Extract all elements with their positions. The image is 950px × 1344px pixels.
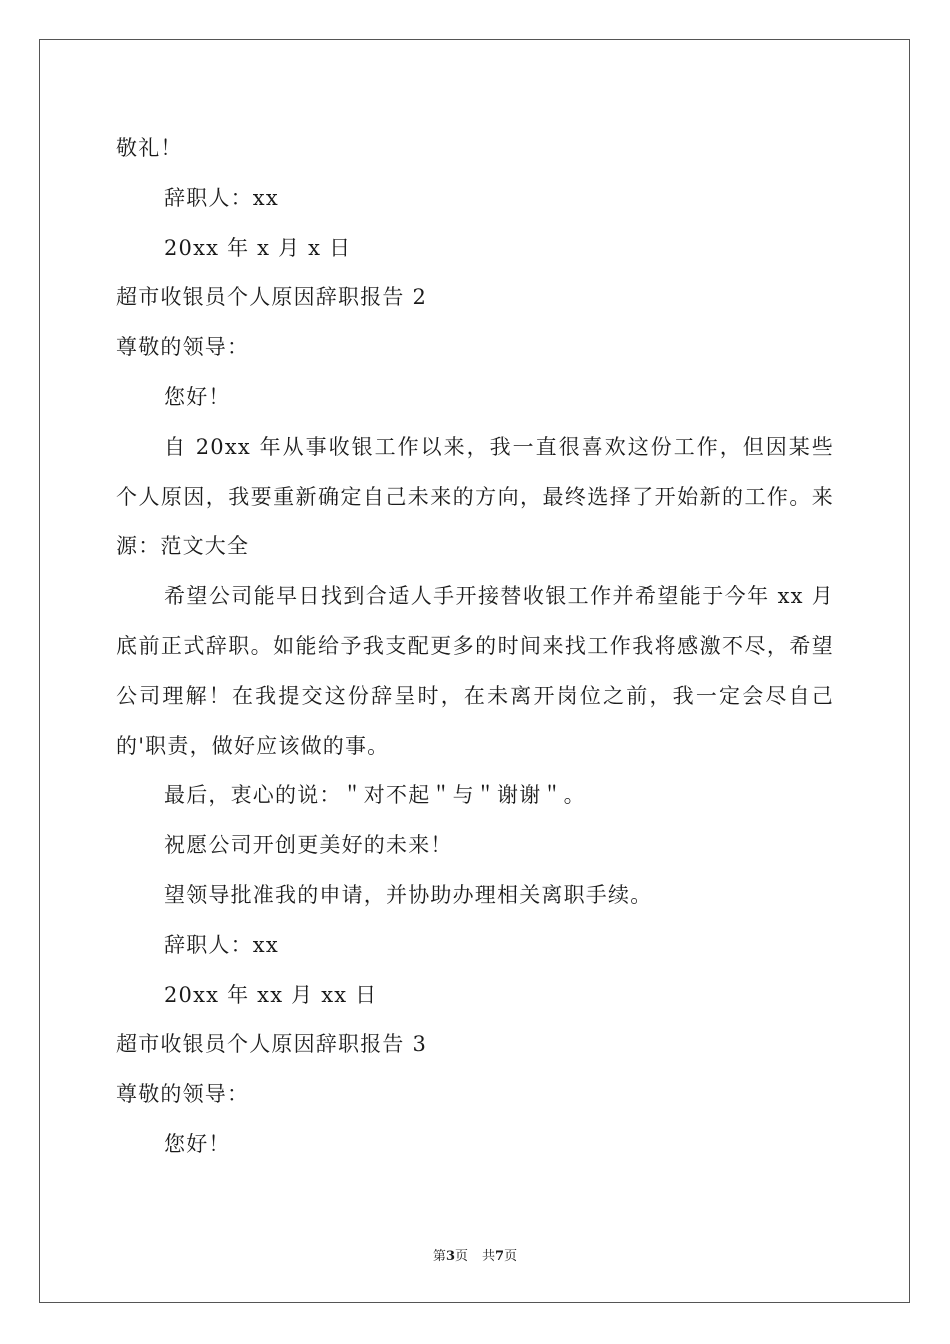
- salutation-line: 尊敬的领导：: [116, 335, 250, 360]
- total-pages: 7: [495, 1249, 505, 1264]
- signer-line: 辞职人：xx: [164, 185, 279, 210]
- body-paragraph: 自 20xx 年从事收银工作以来，我一直很喜欢这份工作，但因某些个人原因，我要重新确定自己未来的方向，最终选择了开始新的工作。来源：范文大全: [116, 434, 834, 559]
- date-line: 20xx 年 x 月 x 日: [164, 235, 352, 260]
- body-paragraph: 希望公司能早日找到合适人手开接替收银工作并希望能于今年 xx 月底前正式辞职。如能给予我支配更多的时间来找工作我将感激不尽，希望公司理解！在我提交这份辞呈时，在未离开岗位之前，我一定会尽自己的'职责，做好应该做的事。: [116, 584, 834, 758]
- salutation-line: 尊敬的领导：: [116, 1082, 250, 1107]
- total-suffix: 页: [504, 1249, 518, 1264]
- greeting-line: 您好！: [164, 384, 231, 409]
- page-suffix: 页: [454, 1249, 468, 1264]
- request-line: 望领导批准我的申请，并协助办理相关离职手续。: [164, 882, 653, 907]
- wish-line: 祝愿公司开创更美好的未来！: [164, 833, 453, 858]
- total-prefix: 共: [482, 1249, 496, 1264]
- section-heading: 超市收银员个人原因辞职报告 3: [116, 1032, 428, 1057]
- apology-line: 最后，衷心的说：＂对不起＂与＂谢谢＂。: [164, 783, 586, 808]
- page-prefix: 第: [432, 1249, 446, 1264]
- section-heading: 超市收银员个人原因辞职报告 2: [116, 285, 428, 310]
- signer-line: 辞职人：xx: [164, 932, 279, 957]
- page-number: 3: [445, 1249, 455, 1264]
- closing-line: 敬礼！: [116, 136, 183, 160]
- page-footer: [0, 1248, 950, 1266]
- greeting-line: 您好！: [164, 1131, 231, 1156]
- date-line: 20xx 年 xx 月 xx 日: [164, 982, 378, 1007]
- document-body: [116, 124, 834, 1170]
